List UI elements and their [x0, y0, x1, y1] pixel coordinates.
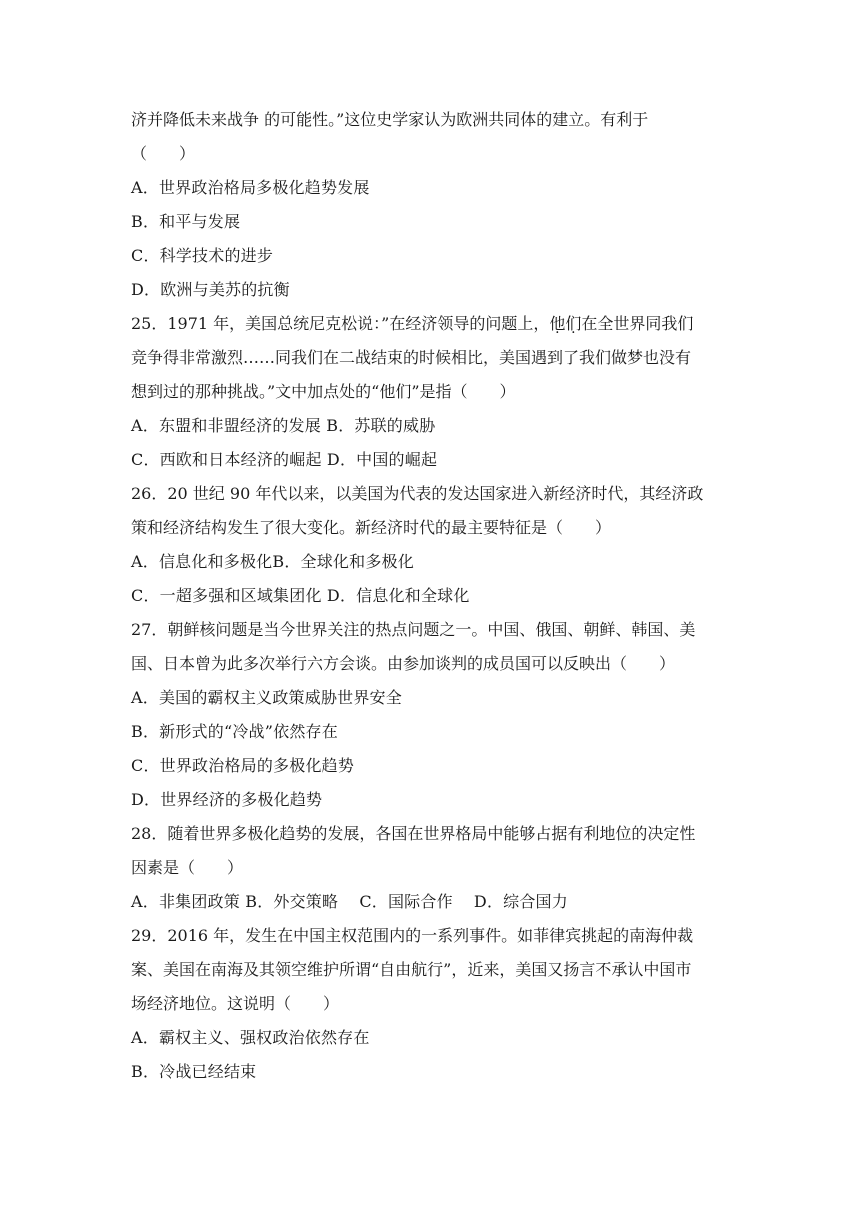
question-26-stem-line: 26．20 世纪 90 年代以来，以美国为代表的发达国家进入新经济时代，其经济政 — [131, 484, 704, 503]
question-stem-line: 济并降低未来战争 的可能性。”这位史学家认为欧洲共同体的建立。有利于 — [131, 110, 649, 129]
question-27-option-c: C．世界政治格局的多极化趋势 — [131, 756, 355, 775]
question-26-options-cd: C．一超多强和区域集团化 D．信息化和全球化 — [131, 586, 470, 605]
option-a: A．世界政治格局多极化趋势发展 — [131, 178, 370, 197]
question-25-stem-line: 竞争得非常激烈……同我们在二战结束的时候相比，美国遇到了我们做梦也没有 — [131, 348, 692, 367]
question-27-option-a: A．美国的霸权主义政策威胁世界安全 — [131, 688, 402, 707]
question-25-options-ab: A．东盟和非盟经济的发展 B．苏联的威胁 — [131, 416, 436, 435]
question-29-option-b: B．冷战已经结束 — [131, 1062, 257, 1081]
question-25-stem-line — [131, 313, 731, 335]
question-27-option-b: B．新形式的“冷战”依然存在 — [131, 722, 338, 741]
question-28-options: A．非集团政策 B．外交策略 C．国际合作 D．综合国力 — [131, 892, 568, 911]
question-27-stem-line: 27．朝鲜核问题是当今世界关注的热点问题之一。中国、俄国、朝鲜、韩国、美 — [131, 620, 696, 639]
option-b: B．和平与发展 — [131, 212, 241, 231]
question-25-text: 25．1971 年，美国总统尼克松说：”在经济领导的问题上， — [131, 314, 550, 333]
question-29-stem-line: 案、美国在南海及其领空维护所谓“自由航行”，近来，美国又扬言不承认中国市 — [131, 960, 692, 979]
question-25-text: 在全世界同我们 — [581, 314, 694, 333]
question-26-options-ab: A．信息化和多极化B．全球化和多极化 — [131, 552, 414, 571]
question-28-stem-line: 因素是（ ） — [131, 858, 244, 877]
question-26-stem-line: 策和经济结构发生了很大变化。新经济时代的最主要特征是（ ） — [131, 518, 612, 537]
question-29-option-a: A．霸权主义、强权政治依然存在 — [131, 1028, 370, 1047]
question-25-options-cd: C．西欧和日本经济的崛起 D．中国的崛起 — [131, 450, 438, 469]
question-27-stem-line: 国、日本曾为此多次举行六方会谈。由参加谈判的成员国可以反映出（ ） — [131, 654, 676, 673]
option-d: D．欧洲与美苏的抗衡 — [131, 280, 290, 299]
emphasis-dot-char: 们 — [565, 314, 582, 333]
option-c: C．科学技术的进步 — [131, 246, 274, 265]
question-29-stem-line: 场经济地位。这说明（ ） — [131, 994, 340, 1013]
question-25-stem-line: 想到过的那种挑战。”文中加点处的“他们”是指（ ） — [131, 382, 516, 401]
question-29-stem-line: 29．2016 年，发生在中国主权范围内的一系列事件。如菲律宾挑起的南海仲裁 — [131, 926, 694, 945]
question-27-option-d: D．世界经济的多极化趋势 — [131, 790, 323, 809]
question-28-stem-line: 28．随着世界多极化趋势的发展，各国在世界格局中能够占据有利地位的决定性 — [131, 824, 696, 843]
answer-blank: （ ） — [131, 144, 196, 163]
emphasis-dot-char: 他 — [549, 314, 566, 333]
